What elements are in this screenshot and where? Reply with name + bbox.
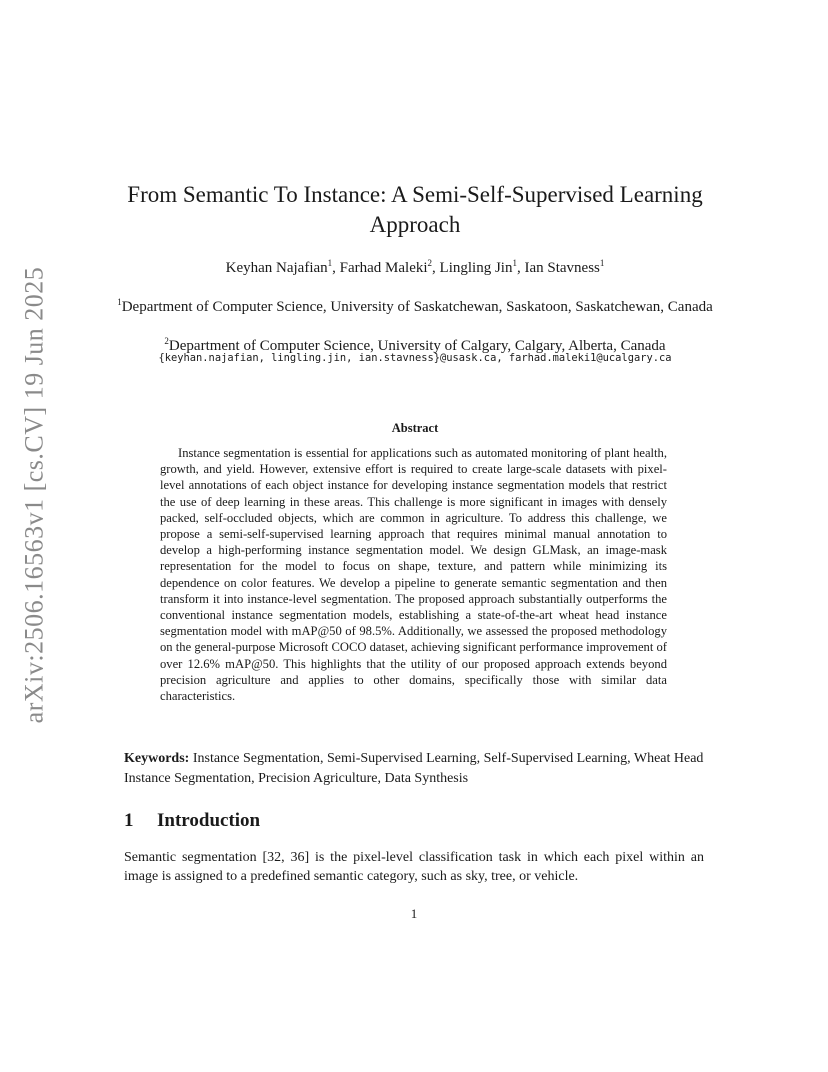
section-heading [124, 810, 704, 832]
section-number: 1 [124, 810, 134, 831]
keywords-label: Keywords: [124, 751, 190, 766]
author-list: Keyhan Najafian$^1$, Farhad Maleki$^2$, Lingling Jin$^1$, Ian Stavness$^1$ [225, 258, 605, 276]
author-name: Lingling Jin [439, 260, 513, 276]
author-name: Ian Stavness [524, 260, 600, 276]
page-number: 1 [410, 906, 418, 921]
affiliation-1 [110, 292, 720, 317]
author-affiliation-marker: 2 [427, 258, 433, 268]
section-title: Introduction [157, 810, 261, 831]
author-emails: {keyhan.najafian, lingling.jin, ian.stavness}@usask.ca, farhad.maleki1@ucalgary.ca [158, 352, 672, 364]
affiliation-marker: 1 [117, 297, 122, 307]
arxiv-identifier-text: arXiv:2506.16563v1 [cs.CV] 19 Jun 2025 [19, 266, 49, 724]
keywords-text: Instance Segmentation, Semi-Supervised Learning, Self-Supervised Learning, Wheat Head Instance Segmentation, Precision Agriculture, Data Synthesis [124, 751, 704, 786]
keywords [124, 749, 704, 789]
abstract-heading: Abstract [391, 421, 439, 435]
author-affiliation-marker: 1 [327, 258, 333, 268]
author-name: Keyhan Najafian [225, 260, 328, 276]
abstract-body: Instance segmentation is essential for applications such as automated monitoring of plant health, growth, and yield. However, extensive effort is required to create large-scale datasets with pixel-level annotations of each object instance for developing instance segmentation models that restrict the use of deep learning in these areas. This challenge is more significant in images with densely packed, self-occluded objects, which are common in agriculture. To address this challenge, we propose a semi-self-supervised learning approach that requires minimal manual annotation to develop a high-performing instance segmentation model. We design GLMask, an image-mask representation for the model to focus on shape, texture, and pattern while minimizing its dependence on color features. We develop a pipeline to generate semantic segmentation and then transform it into instance-level segmentation. The proposed approach substantially outperforms the conventional instance segmentation models, establishing a state-of-the-art wheat head instance segmentation model with mAP@50 of 98.5%. Additionally, we assessed the proposed methodology on the general-purpose Microsoft COCO dataset, achieving significant performance improvement of over 12.6% mAP@50. This highlights that the utility of our proposed approach extends beyond precision agriculture and applies to other domains, specifically those with similar data characteristics. [160, 446, 667, 704]
introduction-paragraph: Semantic segmentation [32, 36] is the pixel-level classification task in which each pixel within an image is assigned to a predefined semantic category, such as sky, tree, or vehicle. [124, 850, 704, 884]
affiliation-text: Department of Computer Science, University of Calgary, Calgary, Alberta, Canada [168, 338, 666, 354]
author-name: Farhad Maleki [339, 260, 428, 276]
paper-title: From Semantic To Instance: A Semi-Self-Supervised Learning Approach [127, 182, 703, 237]
author-affiliation-marker: 1 [512, 258, 517, 268]
affiliation-marker: 2 [164, 336, 169, 346]
affiliation-text: Department of Computer Science, University of Saskatchewan, Saskatoon, Saskatchewan, Canada [121, 299, 713, 315]
author-affiliation-marker: 1 [599, 258, 605, 268]
arxiv-identifier-stamp [8, 266, 60, 724]
